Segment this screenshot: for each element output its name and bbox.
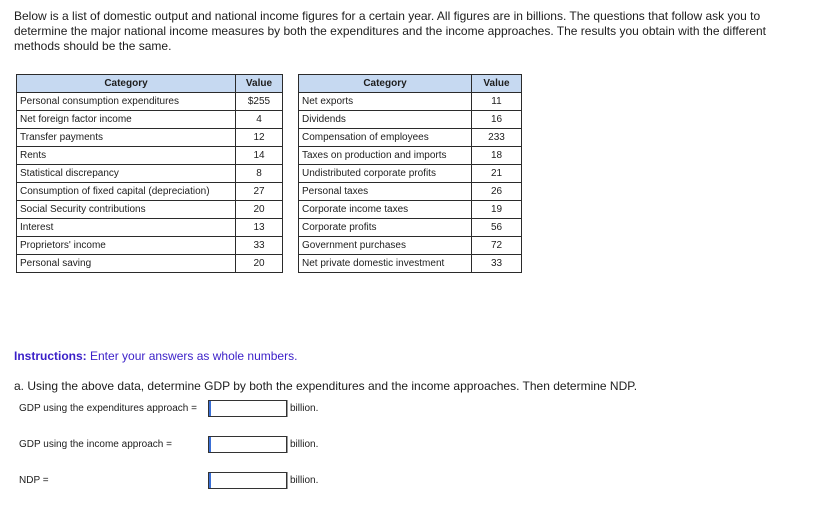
gdp-income-row bbox=[19, 436, 339, 456]
value-cell: $255 bbox=[236, 93, 283, 111]
value-cell: 26 bbox=[472, 183, 522, 201]
category-cell: Net exports bbox=[299, 93, 472, 111]
category-cell: Dividends bbox=[299, 111, 472, 129]
category-cell: Compensation of employees bbox=[299, 129, 472, 147]
category-header: Category bbox=[299, 75, 472, 93]
left-data-table bbox=[16, 74, 283, 273]
value-cell: 33 bbox=[236, 237, 283, 255]
category-cell: Interest bbox=[17, 219, 236, 237]
table-header-row bbox=[17, 75, 283, 93]
value-cell: 12 bbox=[236, 129, 283, 147]
value-cell: 27 bbox=[236, 183, 283, 201]
category-cell: Undistributed corporate profits bbox=[299, 165, 472, 183]
table-header-row bbox=[299, 75, 522, 93]
value-cell: 13 bbox=[236, 219, 283, 237]
value-cell: 18 bbox=[472, 147, 522, 165]
category-header: Category bbox=[17, 75, 236, 93]
gdp-income-input[interactable] bbox=[208, 436, 287, 453]
category-cell: Personal consumption expenditures bbox=[17, 93, 236, 111]
value-header: Value bbox=[236, 75, 283, 93]
value-cell: 20 bbox=[236, 201, 283, 219]
value-cell: 20 bbox=[236, 255, 283, 273]
category-cell: Corporate income taxes bbox=[299, 201, 472, 219]
value-cell: 4 bbox=[236, 111, 283, 129]
table-row bbox=[299, 93, 522, 111]
category-cell: Consumption of fixed capital (depreciation) bbox=[17, 183, 236, 201]
value-cell: 8 bbox=[236, 165, 283, 183]
ndp-row bbox=[19, 472, 339, 492]
value-cell: 14 bbox=[236, 147, 283, 165]
table-row bbox=[17, 111, 283, 129]
category-cell: Taxes on production and imports bbox=[299, 147, 472, 165]
text-cursor-icon bbox=[209, 401, 211, 416]
instructions-text: Enter your answers as whole numbers. bbox=[86, 349, 298, 363]
billion-unit: billion. bbox=[287, 436, 320, 453]
table-row bbox=[17, 255, 283, 273]
category-cell: Transfer payments bbox=[17, 129, 236, 147]
table-row bbox=[299, 129, 522, 147]
billion-unit: billion. bbox=[287, 472, 320, 489]
value-cell: 233 bbox=[472, 129, 522, 147]
billion-unit: billion. bbox=[287, 400, 320, 417]
category-cell: Proprietors' income bbox=[17, 237, 236, 255]
gdp-expenditures-input[interactable] bbox=[208, 400, 287, 417]
instructions bbox=[14, 349, 297, 363]
value-cell: 56 bbox=[472, 219, 522, 237]
gdp-income-label: GDP using the income approach = bbox=[19, 439, 172, 450]
table-row bbox=[299, 201, 522, 219]
table-row bbox=[299, 165, 522, 183]
instructions-label: Instructions: bbox=[14, 349, 87, 363]
table-row bbox=[299, 219, 522, 237]
gdp-expenditures-label: GDP using the expenditures approach = bbox=[19, 403, 197, 414]
value-cell: 11 bbox=[472, 93, 522, 111]
category-cell: Rents bbox=[17, 147, 236, 165]
category-cell: Personal taxes bbox=[299, 183, 472, 201]
value-cell: 72 bbox=[472, 237, 522, 255]
table-row bbox=[299, 111, 522, 129]
text-cursor-icon bbox=[209, 473, 211, 488]
value-cell: 21 bbox=[472, 165, 522, 183]
table-row bbox=[17, 201, 283, 219]
intro-text: Below is a list of domestic output and national income figures for a certain year. All figures are in billions. The questions that follow ask you to determine the major national income measures by both the expenditures and the income approaches. The results you obtain with the different methods should be the same. bbox=[14, 9, 767, 53]
category-cell: Statistical discrepancy bbox=[17, 165, 236, 183]
value-header: Value bbox=[472, 75, 522, 93]
category-cell: Net foreign factor income bbox=[17, 111, 236, 129]
table-row bbox=[17, 165, 283, 183]
category-cell: Social Security contributions bbox=[17, 201, 236, 219]
table-row bbox=[299, 237, 522, 255]
category-cell: Net private domestic investment bbox=[299, 255, 472, 273]
table-row bbox=[17, 237, 283, 255]
value-cell: 33 bbox=[472, 255, 522, 273]
category-cell: Personal saving bbox=[17, 255, 236, 273]
ndp-input[interactable] bbox=[208, 472, 287, 489]
table-row bbox=[17, 183, 283, 201]
table-row bbox=[299, 183, 522, 201]
category-cell: Corporate profits bbox=[299, 219, 472, 237]
ndp-label: NDP = bbox=[19, 475, 49, 486]
table-row bbox=[17, 219, 283, 237]
category-cell: Government purchases bbox=[299, 237, 472, 255]
table-row bbox=[17, 147, 283, 165]
right-data-table bbox=[298, 74, 522, 273]
text-cursor-icon bbox=[209, 437, 211, 452]
question-text: a. Using the above data, determine GDP by both the expenditures and the income approaches. Then determine NDP. bbox=[14, 379, 638, 393]
value-cell: 16 bbox=[472, 111, 522, 129]
value-cell: 19 bbox=[472, 201, 522, 219]
table-row bbox=[17, 129, 283, 147]
table-row bbox=[299, 147, 522, 165]
table-row bbox=[299, 255, 522, 273]
table-row bbox=[17, 93, 283, 111]
gdp-expenditures-row bbox=[19, 400, 339, 420]
